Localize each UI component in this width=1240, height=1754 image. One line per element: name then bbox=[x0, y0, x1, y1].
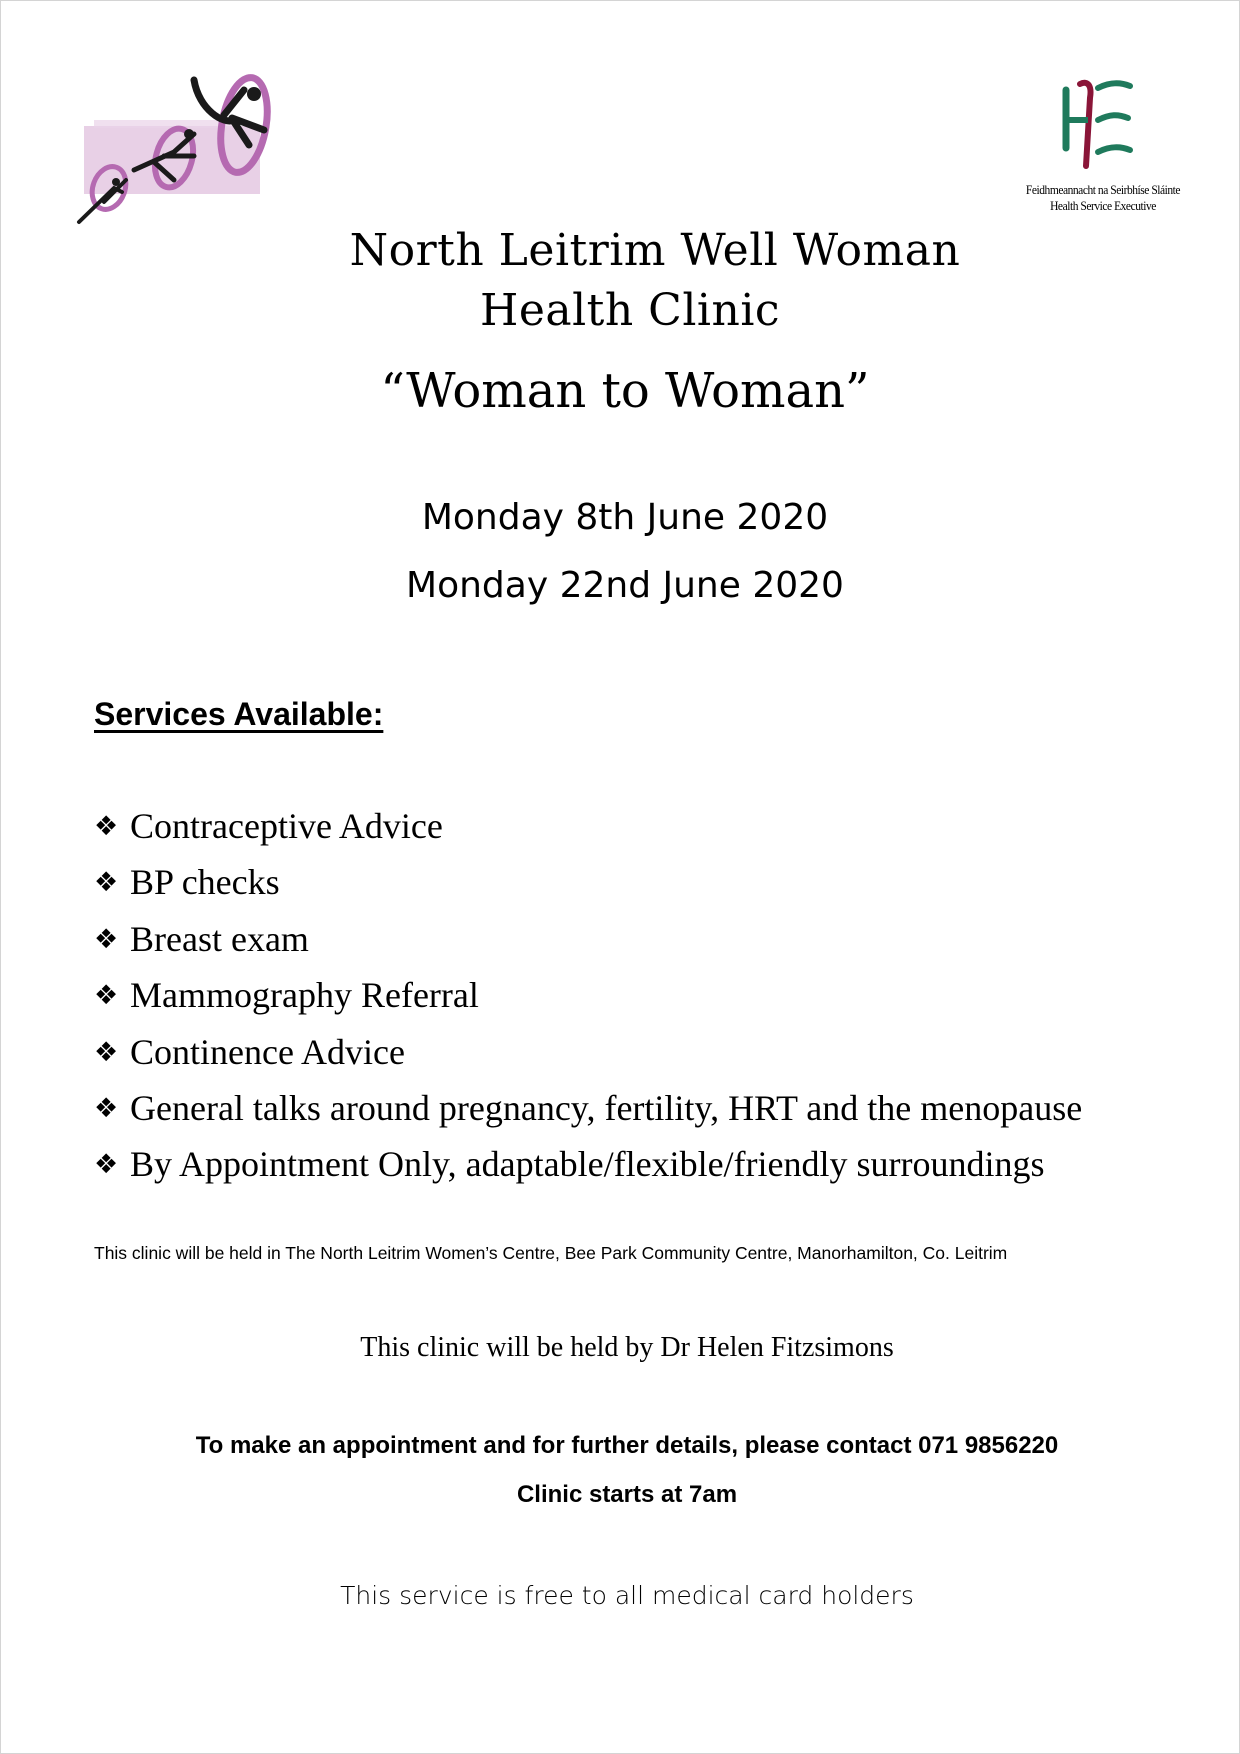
start-time-text: Clinic starts at 7am bbox=[516, 1481, 738, 1508]
list-item: ❖ BP checks bbox=[94, 854, 1082, 910]
contact-text: To make an appointment and for further details, please contact 071 9856220 bbox=[195, 1432, 1059, 1459]
clinic-date-1: Monday 8th June 2020 bbox=[421, 497, 829, 538]
doctor-text: This clinic will be held by Dr Helen Fitzsimons bbox=[360, 1332, 894, 1363]
clinic-date-2: Monday 22nd June 2020 bbox=[406, 565, 844, 606]
diamond-bullet-icon: ❖ bbox=[94, 867, 119, 899]
hse-logo-text bbox=[1025, 182, 1181, 214]
hse-mark-icon bbox=[1058, 78, 1138, 170]
hse-logo-text-english: Health Service Executive bbox=[1050, 199, 1156, 213]
services-list bbox=[94, 798, 1082, 1193]
diamond-bullet-icon: ❖ bbox=[94, 1149, 119, 1181]
hse-logo-text-irish: Feidhmeannacht na Seirbhíse Sláinte bbox=[1025, 183, 1181, 197]
list-item: ❖ Contraceptive Advice bbox=[94, 798, 1082, 854]
services-heading: Services Available: bbox=[94, 696, 384, 732]
list-item: ❖ By Appointment Only, adaptable/flexible/friendly surroundings bbox=[94, 1136, 1082, 1192]
list-item: ❖ Continence Advice bbox=[94, 1024, 1082, 1080]
title-line-1: North Leitrim Well Woman bbox=[349, 225, 961, 276]
tagline: “Woman to Woman” bbox=[380, 363, 870, 419]
title-line-2: Health Clinic bbox=[479, 285, 781, 336]
diamond-bullet-icon: ❖ bbox=[94, 811, 119, 842]
diamond-bullet-icon: ❖ bbox=[94, 1036, 119, 1068]
list-item: ❖ General talks around pregnancy, fertility, HRT and the menopause bbox=[94, 1080, 1082, 1136]
list-item: ❖ Breast exam bbox=[94, 911, 1082, 967]
diamond-bullet-icon: ❖ bbox=[94, 980, 119, 1012]
hse-logo bbox=[1018, 78, 1188, 228]
location-text: This clinic will be held in The North Leitrim Women’s Centre, Bee Park Community Centre, Manorhamilton, Co. Leitrim bbox=[94, 1243, 1008, 1263]
diamond-bullet-icon: ❖ bbox=[94, 1092, 119, 1124]
dancers-logo bbox=[74, 70, 294, 230]
free-service-note: This service is free to all medical card holders bbox=[340, 1581, 914, 1610]
list-item: ❖ Mammography Referral bbox=[94, 967, 1082, 1023]
diamond-bullet-icon: ❖ bbox=[94, 923, 119, 955]
